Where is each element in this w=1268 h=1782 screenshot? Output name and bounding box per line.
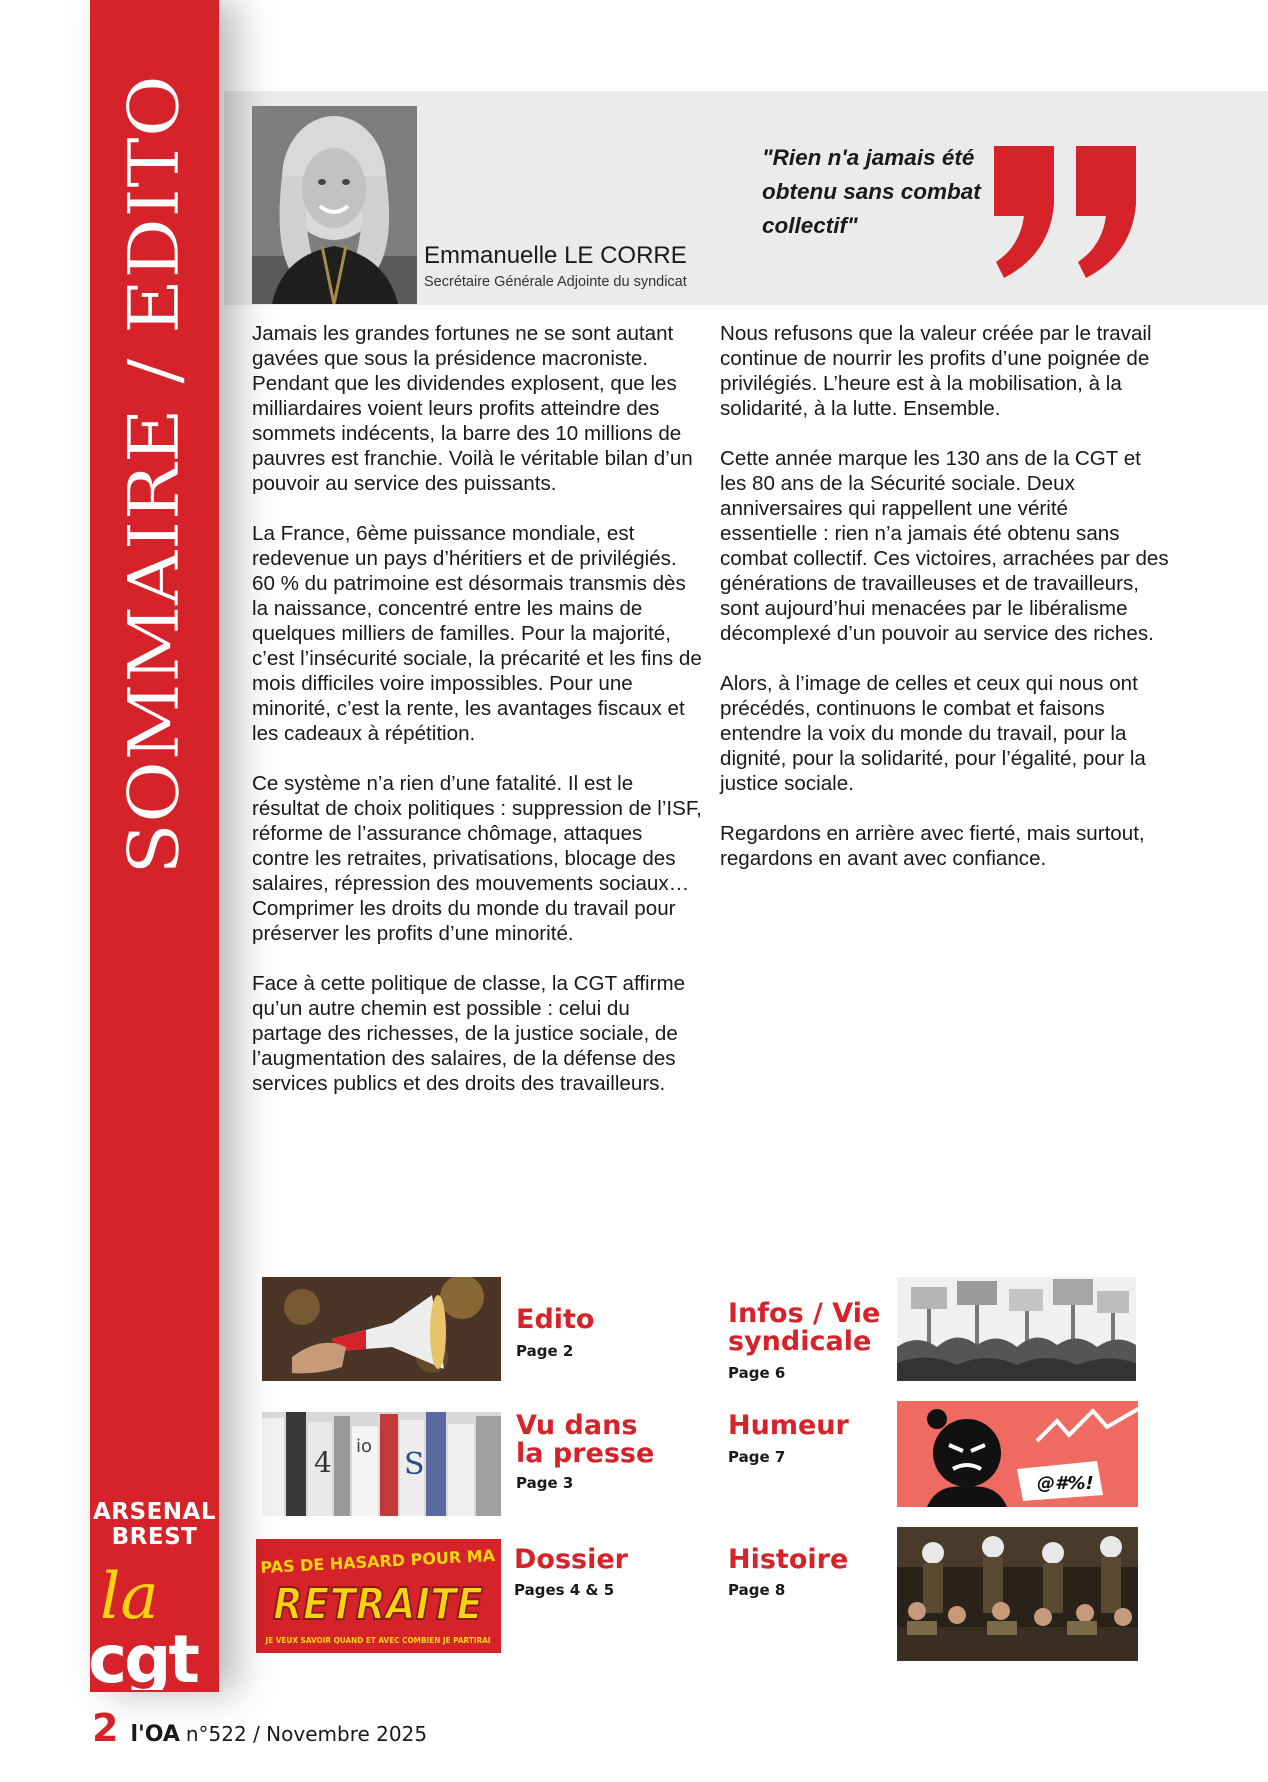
toc-histoire-image[interactable]: [897, 1527, 1138, 1661]
article-paragraph: Ce système n’a rien d’une fatalité. Il est le résultat de choix politiques : suppression de l’ISF, réforme de l’assurance chômage, attaques contre les retraites, privatisations, blocage des salaires, répression des mouvements sociaux… Comprimer les droits du monde du travail pour préserver les profits d’une minorité.: [252, 772, 702, 945]
article-paragraph: Pendant que les dividendes explosent, que les milliardaires voient leurs profits atteindre des sommets indécents, la barre des 10 millions de pauvres est franchie. Voilà le véritable bilan d’un pouvoir au service des puissants.: [252, 372, 693, 495]
toc-presse-title-line: Vu dans: [516, 1410, 638, 1441]
toc-infos-image[interactable]: [897, 1277, 1136, 1381]
article-paragraph: La France, 6ème puissance mondiale, est redevenue un pays d’héritiers et de privilégiés. 60 % du patrimoine est désormais transmis dès la naissance, concentré entre les mains de quelques milliers de familles. Pour la majorité, c’est l’insécurité sociale, la précarité et les fins de mois difficiles voire impossibles. Pour une minorité, c’est la rente, les avantages fiscaux et les cadeaux à répétition.: [252, 522, 702, 745]
sidebar-title: [90, 60, 219, 890]
cgt-logo-cgt: cgt: [90, 1621, 197, 1690]
arsenal-brest-label: [90, 1500, 219, 1550]
sidebar: [90, 0, 219, 1692]
toc-histoire-title[interactable]: Histoire: [728, 1544, 849, 1575]
toc-infos-title-line: syndicale: [728, 1326, 872, 1357]
article-paragraph: Cette année marque les 130 ans de la CGT et les 80 ans de la Sécurité sociale. Deux anniversaires qui rappellent une vérité essentielle : rien n’a jamais été obtenu sans combat collectif. Ces victoires, arrachées par des générations de travailleuses et de travailleurs, sont aujourd’hui menacées par le libéralisme décomplexé d’un pouvoir au service des riches.: [720, 447, 1169, 645]
quote-line: obtenu sans combat: [762, 179, 981, 204]
author-role: Secrétaire Générale Adjointe du syndicat: [424, 274, 687, 290]
sidebar-title-text: SOMMAIRE / EDITO: [113, 137, 195, 875]
toc-dossier-title[interactable]: Dossier: [514, 1544, 628, 1575]
toc-humeur-title[interactable]: Humeur: [728, 1410, 849, 1441]
toc-presse-title-line: la presse: [516, 1438, 655, 1469]
toc-presse-page: Page 3: [516, 1474, 574, 1492]
publication-name: l'OA: [130, 1722, 180, 1747]
author-portrait: [252, 106, 417, 304]
cgt-logo: [90, 1560, 219, 1690]
toc-humeur-image-text: @#%!: [1037, 1473, 1094, 1494]
article-paragraph: Nous refusons que la valeur créée par le travail continue de nourrir les profits d’une poignée de privilégiés. L’heure est à la mobilisation, à la solidarité, à la lutte. Ensemble.: [720, 322, 1152, 420]
article-paragraph: Regardons en arrière avec fierté, mais surtout, regardons en avant avec confiance.: [720, 822, 1145, 870]
toc-edito-image[interactable]: [262, 1277, 501, 1381]
issue-info: n°522 / Novembre 2025: [185, 1722, 428, 1746]
toc-humeur-image[interactable]: [897, 1401, 1138, 1507]
svg-text:S: S: [404, 1447, 425, 1482]
svg-text:io: io: [356, 1436, 373, 1457]
article-paragraph: Alors, à l’image de celles et ceux qui nous ont précédés, continuons le combat et faisons entendre la voix du monde du travail, pour la dignité, pour la solidarité, pour l’égalité, pour la justice sociale.: [720, 672, 1146, 795]
author-name: Emmanuelle LE CORRE: [424, 242, 687, 269]
toc-dossier-image[interactable]: [256, 1539, 501, 1653]
quote-line: "Rien n'a jamais été: [762, 145, 975, 170]
toc-humeur-page: Page 7: [728, 1448, 786, 1466]
page-number: 2: [92, 1706, 119, 1750]
toc-dossier-image-line1: PAS DE HASARD POUR MA: [259, 1545, 496, 1578]
toc-presse-title[interactable]: [516, 1412, 654, 1468]
toc-edito-title[interactable]: Edito: [516, 1304, 595, 1335]
article-paragraph: Face à cette politique de classe, la CGT affirme qu’un autre chemin est possible : celui du partage des richesses, de la justice sociale, de l’augmentation des salaires, de la défense des services publics et des droits des travailleurs.: [252, 972, 686, 1095]
page-footer: [92, 1706, 428, 1750]
toc-edito-page: Page 2: [516, 1342, 574, 1360]
svg-text:4: 4: [314, 1446, 332, 1479]
toc-dossier-page: Pages 4 & 5: [514, 1581, 615, 1599]
toc-dossier-image-line3: JE VEUX SAVOIR QUAND ET AVEC COMBIEN JE PARTIRAI: [264, 1636, 491, 1645]
article-paragraph: Jamais les grandes fortunes ne se sont autant gavées que sous la présidence macroniste.: [252, 322, 674, 370]
toc-dossier-image-word: RETRAITE: [273, 1579, 483, 1630]
toc-presse-image[interactable]: [262, 1412, 501, 1516]
toc-infos-title[interactable]: [728, 1300, 880, 1356]
cgt-logo-la: la: [100, 1560, 159, 1634]
toc-infos-page: Page 6: [728, 1364, 786, 1382]
arsenal-line: ARSENAL: [93, 1499, 216, 1525]
pull-quote: [762, 141, 1002, 243]
brest-line: BREST: [111, 1524, 198, 1550]
quote-line: collectif": [762, 213, 858, 238]
toc-infos-title-line: Infos / Vie: [728, 1298, 881, 1329]
article-column-right: [720, 321, 1170, 896]
quote-mark-icon: [990, 142, 1140, 282]
toc-histoire-page: Page 8: [728, 1581, 786, 1599]
article-column-left: [252, 321, 702, 1121]
